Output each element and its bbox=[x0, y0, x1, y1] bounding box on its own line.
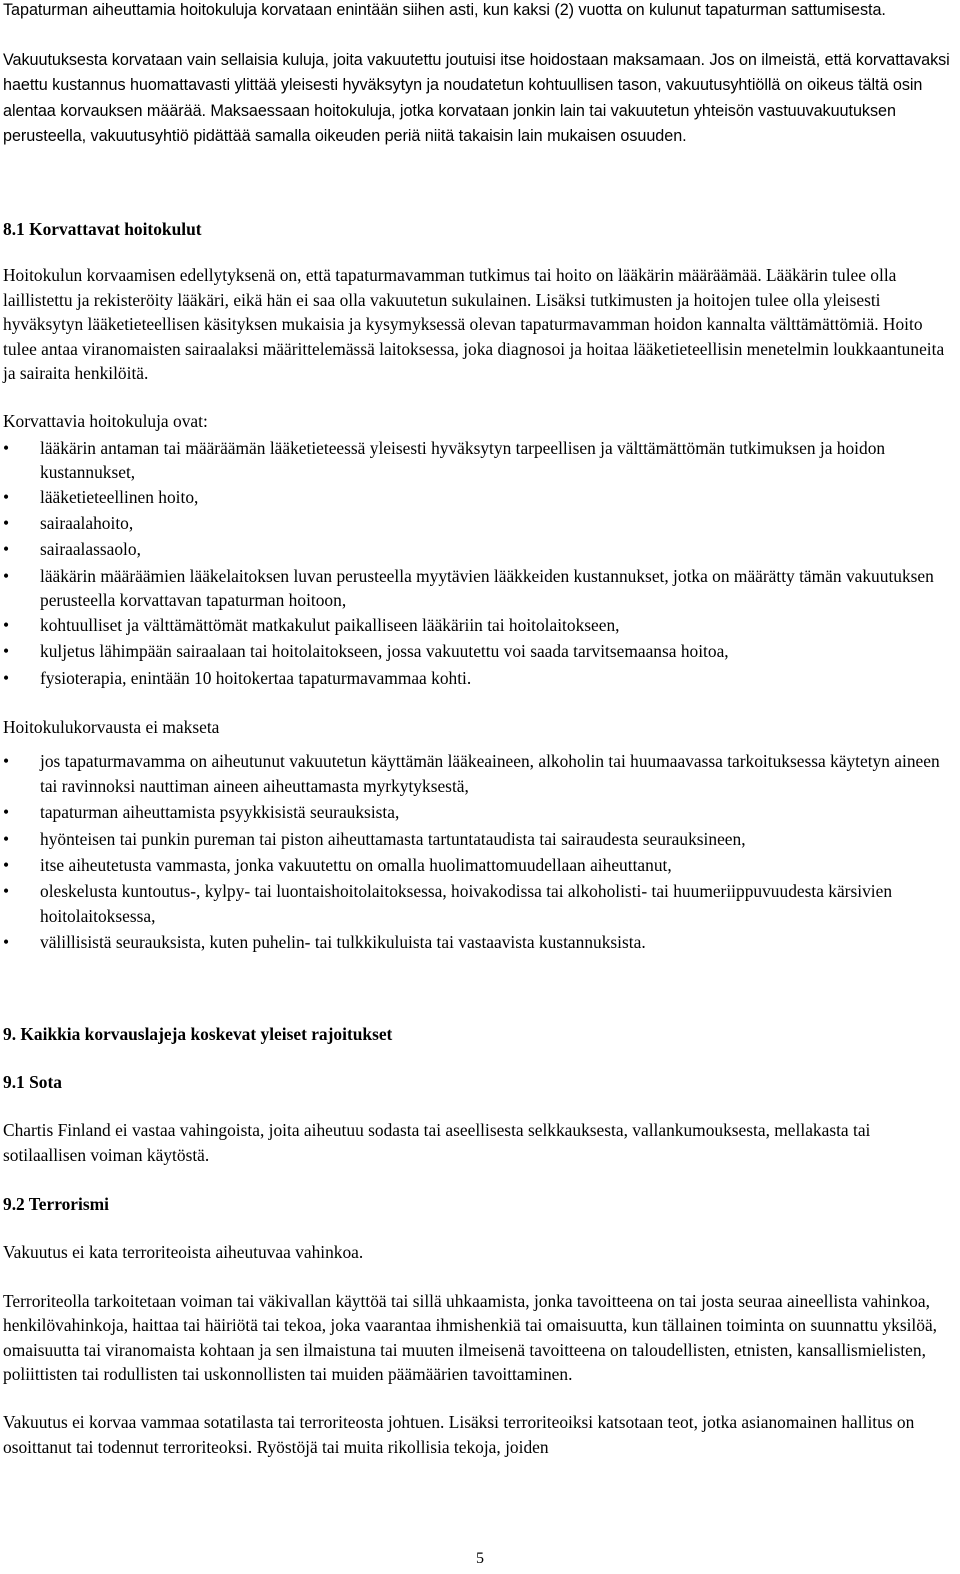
section-9-2-heading: 9.2 Terrorismi bbox=[3, 1194, 109, 1214]
list-item-text: kuljetus lähimpään sairaalaan tai hoitolaitokseen, jossa vakuutettu voi saada tarvitsemaansa hoitoa, bbox=[40, 641, 729, 662]
section-9-1 bbox=[3, 1070, 957, 1167]
intro-paragraph-2: Vakuutuksesta korvataan vain sellaisia kuluja, joita vakuutettu joutuisi itse hoidostaan maksamaan. Jos on ilmeistä, että korvattavaksi haettu kustannus huomattavasti ylittää yleisesti hyväksytyn ja noudatetun kohtuullisen tason, vakuutusyhtiöllä on oikeus tältä osin alentaa korvauksen määrää. Maksaessaan hoitokuluja, jotka korvataan jonkin lain tai vakuutetun yhteisön vastuuvakuutuksen perusteella, vakuutusyhtiö pidättää samalla oikeuden periä niitä takaisin lain mukaisen osuuden. bbox=[3, 50, 950, 146]
list-item bbox=[3, 930, 957, 954]
list-item bbox=[3, 511, 957, 535]
section-9-2 bbox=[3, 1192, 957, 1459]
section-9-1-heading: 9.1 Sota bbox=[3, 1072, 62, 1092]
list-item bbox=[3, 827, 957, 851]
list-item-text: kohtuulliset ja välttämättömät matkakulut paikalliseen lääkäriin tai hoitolaitokseen, bbox=[40, 614, 620, 635]
bullet-icon: • bbox=[3, 802, 10, 823]
section-9-2-paragraph-2: Terroriteolla tarkoitetaan voiman tai väkivallan käyttöä tai sillä uhkaamista, jonka tavoitteena on tai josta seuraa aineellista vahinkoa, henkilövahinkoja, haittaa tai häiriötä tai tekoa, joka vaarantaa ihmishenkiä tai omaisuutta, kun tällainen toiminta on suunnattu yksilöä, omaisuutta tai viranomaista kohtaan ja sen ilmaistuna tai muuten ilmeisenä tavoitteena on taloudellisten, etnisten, kansallismielisten, poliittisten tai rodullisten tai uskonnollisten tai muiden päämäärien tavoittaminen. bbox=[3, 1290, 938, 1385]
list-item bbox=[3, 879, 957, 928]
bullet-icon: • bbox=[3, 513, 10, 534]
list-item-text: lääkärin määräämien lääkelaitoksen luvan perusteella myytävien lääkkeiden kustannukset, jotka on määrätty tämän vakuutuksen perusteella korvattavan tapaturman hoitoon, bbox=[40, 565, 934, 611]
list-item-text: välillisistä seurauksista, kuten puhelin- tai tulkkikuluista tai vastaavista kustannuksista. bbox=[40, 932, 646, 953]
bullet-icon: • bbox=[3, 667, 10, 688]
list-item bbox=[3, 485, 957, 509]
list-item-text: lääkärin antaman tai määräämän lääketieteessä yleisesti hyväksytyn tarpeellisen ja välttämättömän tutkimuksen ja hoidon kustannukset, bbox=[40, 437, 886, 483]
bullet-icon: • bbox=[3, 641, 10, 662]
intro-paragraph-1: Tapaturman aiheuttamia hoitokuluja korvataan enintään siihen asti, kun kaksi (2) vuotta on kulunut tapaturman sattumisesta. bbox=[3, 1, 886, 19]
list-item bbox=[3, 749, 957, 798]
section-9-2-paragraph-3: Vakuutus ei korvaa vammaa sotatilasta tai terroriteosta johtuen. Lisäksi terroriteoiksi katsotaan teot, jotka asianomainen hallitus on osoittanut tai todennut terroriteoksi. Ryöstöjä tai muita rikollisia tekoja, joiden bbox=[3, 1412, 915, 1457]
list-item-text: jos tapaturmavamma on aiheutunut vakuutetun käyttämän lääkeaineen, alkoholin tai huumaavassa tarkoituksessa käytetyn aineen tai ravinnoksi nauttiman aineen aiheuttamasta myrkytyksestä, bbox=[40, 751, 940, 796]
bullet-icon: • bbox=[3, 751, 10, 772]
section-9-2-paragraph-1: Vakuutus ei kata terroriteoista aiheutuvaa vahinkoa. bbox=[3, 1242, 364, 1263]
list-item bbox=[3, 853, 957, 877]
list-item-text: lääketieteellinen hoito, bbox=[40, 486, 199, 507]
list-item-text: itse aiheutetusta vammasta, jonka vakuutettu on omalla huolimattomuudellaan aiheuttanut, bbox=[40, 854, 672, 875]
bullet-icon: • bbox=[3, 486, 10, 507]
bullet-icon: • bbox=[3, 932, 10, 953]
intro-block bbox=[3, 0, 957, 150]
section-9-1-body: Chartis Finland ei vastaa vahingoista, joita aiheutuu sodasta tai aseellisesta selkkauksesta, vallankumouksesta, mellakasta tai sotilaallisen voiman käytöstä. bbox=[3, 1120, 871, 1165]
list-item-text: sairaalassaolo, bbox=[40, 539, 141, 560]
bullet-icon: • bbox=[3, 565, 10, 586]
excluded-list bbox=[3, 749, 957, 954]
bullet-icon: • bbox=[3, 614, 10, 635]
list-item-text: fysioterapia, enintään 10 hoitokertaa tapaturmavammaa kohti. bbox=[40, 667, 472, 688]
list-item-text: oleskelusta kuntoutus-, kylpy- tai luontaishoitolaitoksessa, hoivakodissa tai alkoholisti- tai huumeriippuvuudesta kärsivien hoitolaitoksessa, bbox=[40, 881, 893, 926]
list-item bbox=[3, 613, 957, 637]
list-item-text: tapaturman aiheuttamista psyykkisistä seurauksista, bbox=[40, 802, 400, 823]
bullet-icon: • bbox=[3, 437, 10, 458]
list-item-text: sairaalahoito, bbox=[40, 513, 134, 534]
covered-intro: Korvattavia hoitokuluja ovat: bbox=[3, 411, 208, 432]
section-9 bbox=[3, 1022, 957, 1046]
list-item bbox=[3, 564, 957, 613]
bullet-icon: • bbox=[3, 881, 10, 902]
bullet-icon: • bbox=[3, 854, 10, 875]
section-8-1-heading: 8.1 Korvattavat hoitokulut bbox=[3, 219, 202, 239]
excluded-intro: Hoitokulukorvausta ei makseta bbox=[3, 716, 220, 737]
list-item bbox=[3, 537, 957, 561]
list-item bbox=[3, 800, 957, 824]
list-item bbox=[3, 666, 957, 690]
page-number: 5 bbox=[476, 1550, 484, 1567]
section-8-1-body: Hoitokulun korvaamisen edellytyksenä on, että tapaturmavamman tutkimus tai hoito on lääkärin määräämää. Lääkärin tulee olla laillistettu ja rekisteröity lääkäri, eikä hän ei saa olla vakuutetun sukulainen. Lisäksi tutkimusten ja hoitojen tulee olla yleisesti hyväksytyn lääketieteellisen käsityksen mukaisia ja kysymyksessä olevan tapaturmavamman hoidon kannalta välttämättömiä. Hoito tulee antaa viranomaisten sairaalaksi määrittelemässä laitoksessa, joka diagnosoi ja hoitaa lääketieteellisin menetelmin loukkaantuneita ja sairaita henkilöitä. bbox=[3, 265, 945, 384]
bullet-icon: • bbox=[3, 828, 10, 849]
list-item bbox=[3, 639, 957, 663]
section-9-heading: 9. Kaikkia korvauslajeja koskevat yleiset rajoitukset bbox=[3, 1024, 393, 1044]
bullet-icon: • bbox=[3, 539, 10, 560]
list-item-text: hyönteisen tai punkin pureman tai piston aiheuttamasta tartuntataudista tai sairaudesta seurauksineen, bbox=[40, 828, 746, 849]
list-item bbox=[3, 436, 957, 485]
section-8-1 bbox=[3, 217, 957, 955]
covered-list bbox=[3, 436, 957, 690]
